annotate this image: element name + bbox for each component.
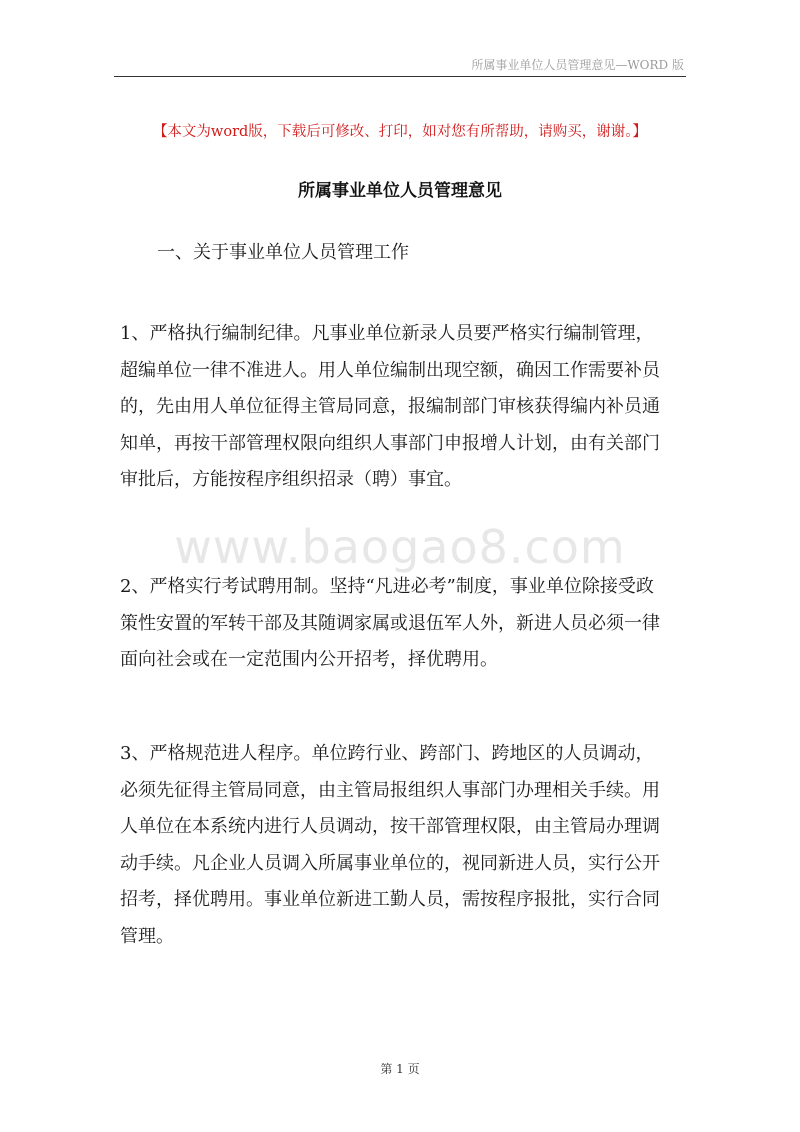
watermark: www.baogao8.com	[174, 520, 626, 574]
paragraph-line: 审批后，方能按程序组织招录（聘）事宜。	[120, 469, 462, 490]
running-header: 所属事业单位人员管理意见—WORD 版	[471, 58, 684, 72]
download-notice: 【本文为word版，下载后可修改、打印，如对您有所帮助，请购买，谢谢。】	[152, 124, 648, 140]
paragraph-line: 1、严格执行编制纪律。凡事业单位新录人员要严格实行编制管理，	[120, 323, 654, 344]
paragraph-line: 招考，择优聘用。事业单位新进工勤人员，需按程序报批，实行合同	[120, 889, 660, 910]
header-divider	[114, 76, 686, 77]
paragraph-line: 动手续。凡企业人员调入所属事业单位的，视同新进人员，实行公开	[120, 852, 660, 874]
section-heading: 一、关于事业单位人员管理工作	[157, 242, 409, 263]
paragraph-line: 的，先由用人单位征得主管局同意，报编制部门审核获得编内补员通	[120, 396, 660, 417]
paragraph-line: 2、严格实行考试聘用制。坚持“凡进必考”制度，事业单位除接受政	[120, 576, 654, 597]
document-title: 所属事业单位人员管理意见	[298, 181, 502, 201]
paragraph-line: 3、严格规范进人程序。单位跨行业、跨部门、跨地区的人员调动，	[120, 743, 654, 764]
paragraph-line: 面向社会或在一定范围内公开招考，择优聘用。	[120, 649, 498, 670]
paragraph-3	[120, 736, 700, 955]
paragraph-line: 必须先征得主管局同意，由主管局报组织人事部门办理相关手续。用	[120, 779, 660, 801]
paragraph-line: 管理。	[120, 925, 174, 947]
paragraph-line: 超编单位一律不准进人。用人单位编制出现空额，确因工作需要补员	[120, 359, 660, 381]
paragraph-line: 知单，再按干部管理权限向组织人事部门申报增人计划，由有关部门	[120, 432, 660, 454]
page-number: 第 1 页	[380, 1062, 420, 1076]
paragraph-line: 策性安置的军转干部及其随调家属或退伍军人外，新进人员必须一律	[120, 612, 660, 634]
paragraph-1	[120, 316, 700, 499]
paragraph-line: 人单位在本系统内进行人员调动，按干部管理权限，由主管局办理调	[120, 816, 660, 837]
paragraph-2	[120, 569, 700, 679]
